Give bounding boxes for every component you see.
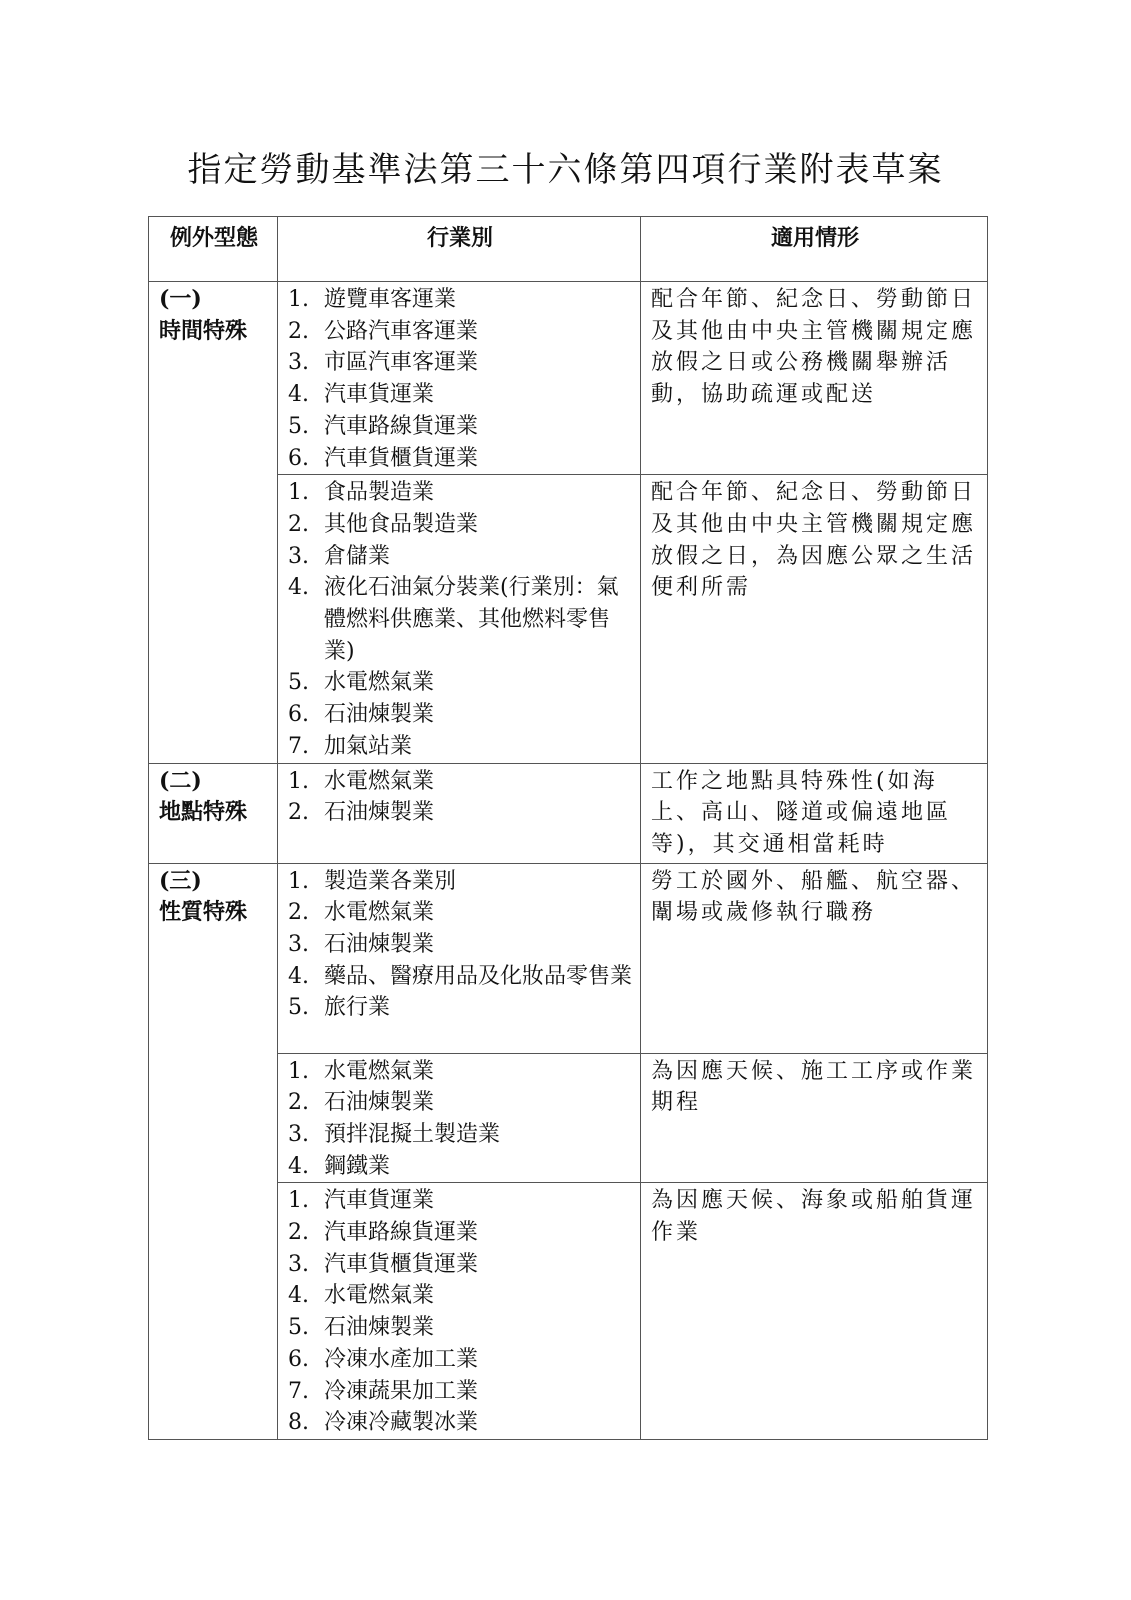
applicable-situation-cell: 配合年節、紀念日、勞動節日及其他由中央主管機關規定應放假之日，為因應公眾之生活便利所需 [641,475,988,763]
item-number: 1. [288,480,309,506]
industry-item [288,572,632,667]
industry-item [288,1376,632,1408]
industry-name: 冷凍水產加工業 [324,1346,479,1372]
header-applicable-situation: 適用情形 [641,217,988,282]
item-number: 3. [288,350,309,376]
industry-item [288,541,632,573]
item-number: 2. [288,318,309,344]
industry-name: 製造業各業別 [324,868,457,894]
industry-item [288,929,632,961]
applicable-situation-cell: 配合年節、紀念日、勞動節日及其他由中央主管機關規定應放假之日或公務機關舉辦活動，協助疏運或配送 [641,282,988,475]
item-number: 1. [288,1188,309,1214]
table-header-row [149,217,988,282]
item-number: 4. [288,382,309,408]
document-title: 指定勞動基準法第三十六條第四項行業附表草案 [187,150,944,190]
industry-name: 水電燃氣業 [324,768,435,794]
industry-name: 汽車貨運業 [324,1188,435,1214]
exception-type-name: 性質特殊 [159,899,248,926]
item-number: 1. [288,287,309,312]
industry-item [288,1344,632,1376]
industry-name: 汽車貨櫃貨運業 [324,445,479,471]
item-number: 3. [288,931,309,957]
header-exception-type: 例外型態 [149,217,278,282]
industry-name: 石油煉製業 [324,931,435,957]
industry-item [288,961,632,993]
item-number: 6. [288,445,309,471]
item-number: 7. [288,733,309,759]
industry-name: 藥品、醫療用品及化妝品零售業 [324,963,633,989]
industry-item [288,1087,632,1119]
industry-cell [278,1053,641,1183]
applicable-situation-cell: 工作之地點具特殊性(如海上、高山、隧道或偏遠地區等)，其交通相當耗時 [641,763,988,863]
item-number: 5. [288,1315,309,1341]
industry-table [148,216,988,1440]
industry-name: 冷凍蔬果加工業 [324,1378,479,1404]
table-row [149,763,988,863]
industry-item [288,992,632,1024]
item-number: 5. [288,995,309,1021]
item-number: 3. [288,543,309,569]
item-number: 4. [288,963,309,989]
industry-item [288,897,632,929]
industry-name: 遊覽車客運業 [324,287,457,312]
industry-name: 水電燃氣業 [324,1058,435,1084]
industry-name: 汽車路線貨運業 [324,1220,479,1246]
item-number: 5. [288,670,309,696]
industry-name: 預拌混擬土製造業 [324,1121,501,1147]
applicable-situation-cell: 勞工於國外、船艦、航空器、闈場或歲修執行職務 [641,863,988,1053]
industry-name: 石油煉製業 [324,800,435,826]
exception-type-name: 地點特殊 [159,799,248,826]
exception-type-number: (一) [159,286,202,312]
industry-cell [278,863,641,1053]
industry-name: 公路汽車客運業 [324,318,479,344]
industry-name: 食品製造業 [324,480,435,506]
industry-name: 汽車貨運業 [324,382,435,408]
industry-name: 旅行業 [324,995,391,1021]
item-number: 2. [288,900,309,926]
item-number: 4. [288,575,309,601]
industry-name: 水電燃氣業 [324,900,435,926]
industry-item [288,316,632,348]
industry-name: 汽車貨櫃貨運業 [324,1251,479,1277]
industry-item [288,866,632,898]
item-number: 2. [288,1220,309,1246]
industry-cell [278,763,641,863]
item-number: 2. [288,800,309,826]
industry-item [288,284,632,316]
industry-item [288,731,632,763]
industry-name: 石油煉製業 [324,702,435,728]
industry-item [288,1119,632,1151]
industry-item [288,1151,632,1183]
industry-item [288,477,632,509]
exception-type-number: (三) [159,867,202,894]
exception-type-cell [149,763,278,863]
exception-type-name: 時間特殊 [159,317,248,344]
industry-name: 石油煉製業 [324,1090,435,1116]
item-number: 1. [288,868,309,894]
industry-cell [278,475,641,763]
industry-item [288,379,632,411]
industry-item [288,1185,632,1217]
industry-item [288,1056,632,1088]
industry-name: 汽車路線貨運業 [324,413,479,439]
industry-cell [278,1183,641,1440]
item-number: 5. [288,413,309,439]
industry-cell [278,282,641,475]
industry-item [288,411,632,443]
industry-item [288,509,632,541]
item-number: 7. [288,1378,309,1404]
item-number: 4. [288,1153,309,1179]
item-number: 1. [288,1058,309,1084]
item-number: 3. [288,1121,309,1147]
industry-name: 其他食品製造業 [324,511,479,537]
industry-name: 液化石油氣分裝業(行業別：氣體燃料供應業、其他燃料零售業) [324,575,619,664]
table-row [149,282,988,475]
applicable-situation-cell: 為因應天候、施工工序或作業期程 [641,1053,988,1183]
exception-type-cell [149,282,278,764]
industry-item [288,1312,632,1344]
industry-item [288,699,632,731]
industry-name: 市區汽車客運業 [324,350,479,376]
industry-name: 石油煉製業 [324,1315,435,1341]
industry-name: 水電燃氣業 [324,670,435,696]
item-number: 6. [288,1346,309,1372]
item-number: 1. [288,768,309,794]
table-row [149,863,988,1053]
industry-item [288,1217,632,1249]
item-number: 3. [288,1251,309,1277]
industry-item [288,667,632,699]
exception-type-number: (二) [159,767,202,794]
industry-name: 加氣站業 [324,733,413,759]
header-industry: 行業別 [278,217,641,282]
item-number: 6. [288,702,309,728]
industry-item [288,797,632,829]
industry-item [288,1249,632,1281]
industry-name: 鋼鐵業 [324,1153,391,1179]
industry-item [288,347,632,379]
industry-item [288,1280,632,1312]
industry-item [288,1407,632,1439]
industry-name: 倉儲業 [324,543,391,569]
applicable-situation-cell: 為因應天候、海象或船舶貨運作業 [641,1183,988,1440]
industry-name: 冷凍冷藏製冰業 [324,1410,479,1436]
item-number: 2. [288,511,309,537]
industry-name: 水電燃氣業 [324,1283,435,1309]
industry-item [288,766,632,798]
item-number: 8. [288,1410,309,1436]
item-number: 4. [288,1283,309,1309]
industry-item [288,443,632,475]
item-number: 2. [288,1090,309,1116]
exception-type-cell [149,863,278,1439]
